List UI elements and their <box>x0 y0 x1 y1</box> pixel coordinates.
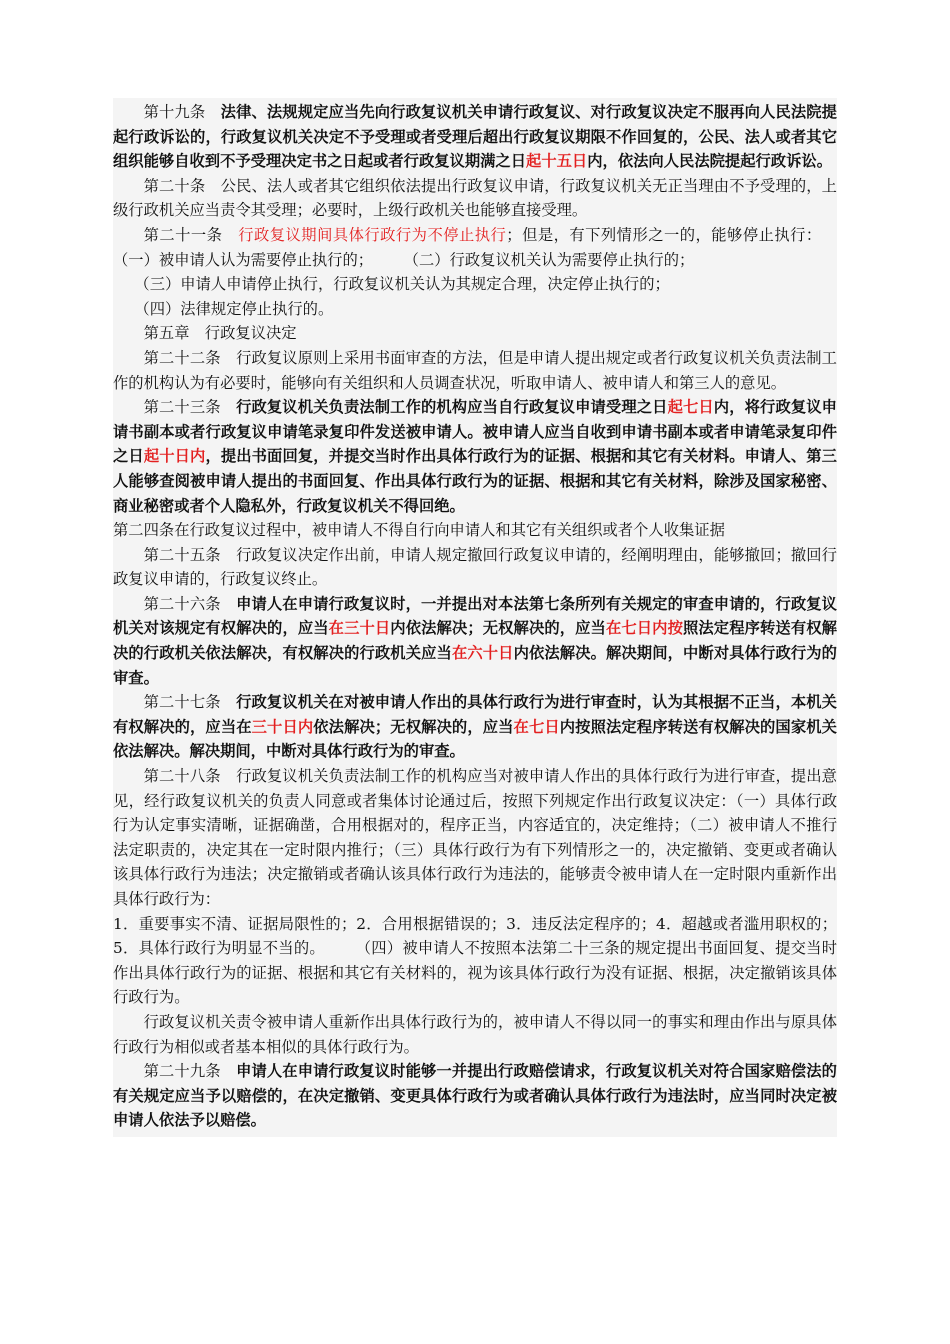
deadline-highlight: 起十五日 <box>526 152 588 171</box>
deadline-highlight: 在七日内按 <box>605 619 683 638</box>
article-number: 第二十五条 <box>143 545 221 564</box>
article-21 <box>113 223 837 272</box>
article-text: 内，依法向人民法院提起行政诉讼。 <box>587 152 832 171</box>
article-number: 第十九条 <box>143 103 206 121</box>
article-23 <box>113 395 837 518</box>
article-text: 申请人在申请行政复议时能够一并提出行政赔偿请求，行政复议机关对符合国家赔偿法的有关规定应当予以赔偿的，在决定撤销、变更具体行政行为或者确认具体行政行为违法时，应当同时决定被申请人依法予以赔偿。 <box>113 1062 837 1130</box>
article-text: 依法解决；无权解决的，应当 <box>313 717 514 736</box>
article-text: 照法定程序转送有权解决的行政机关依法解决，有权解决的行政机关应当 <box>113 619 837 663</box>
article-number: 第二十九条 <box>143 1062 221 1081</box>
article-25 <box>113 543 837 592</box>
article-number: 第二十六条 <box>143 594 221 613</box>
article-28-paragraph <box>113 1010 837 1059</box>
article-text: 公民、法人或者其它组织依法提出行政复议申请，行政复议机关无正当理由不予受理的，上级行政机关应当责令其受理；必要时，上级行政机关也能够直接受理。 <box>113 176 837 220</box>
article-text: 1．重要事实不清、证据局限性的；2．合用根据错误的；3．违反法定程序的；4．超越或者滥用职权的；5．具体行政行为明显不当的。 <box>113 914 837 958</box>
chapter-5-heading <box>113 321 837 346</box>
article-text: 行政复议机关责令被申请人重新作出具体行政行为的，被申请人不得以同一的事实和理由作出与原具体行政行为相似或者基本相似的具体行政行为。 <box>113 1012 837 1056</box>
deadline-highlight: 在七日 <box>513 717 560 736</box>
article-22 <box>113 346 837 395</box>
article-28-continued <box>113 912 837 1010</box>
article-text: 行政复议机关在对被申请人作出的具体行政行为进行审查时，认为其根据不正当，本机关有权解决的，应当在 <box>113 693 837 736</box>
article-number: 第二十三条 <box>143 398 221 417</box>
article-text: 申请人在申请行政复议时，一并提出对本法第七条所列有关规定的审查申请的，行政复议机关对该规定有权解决的，应当 <box>113 594 837 638</box>
article-text: 行政复议机关负责法制工作的机构应当自行政复议申请受理之日 <box>235 398 668 417</box>
list-item: （四）法律规定停止执行的。 <box>134 299 334 318</box>
article-text: 内依法解决；无权解决的，应当 <box>390 619 606 638</box>
list-item: （三）申请人申请停止执行，行政复议机关认为其规定合理，决定停止执行的； <box>134 275 670 294</box>
article-text: 行政复议机关负责法制工作的机构应当对被申请人作出的具体行政行为进行审查，提出意见，经行政复议机关的负责人同意或者集体讨论通过后，按照下列规定作出行政复议决定：（一）具体行政行为认定事实清晰，证据确凿，合用根据对的，程序正当，内容适宜的，决定维持；（二）被申请人不推行法定职责的，决定其在一定时限内推行；（三）具体行政行为有下列情形之一的，决定撤销、变更或者确认该具体行政行为违法；决定撤销或者确认该具体行政行为违法的，能够责令被申请人在一定时限内重新作出具体行政行为： <box>113 767 837 908</box>
rule-highlight: 行政复议期间具体行政行为不停止执行 <box>237 225 507 244</box>
article-number: 第二十条 <box>143 176 206 195</box>
article-text: ；但是，有下列情形之一的，能够停止执行： <box>506 225 822 244</box>
chapter-title: 行政复议决定 <box>204 324 297 343</box>
article-text: 内，将行政复议申请书副本或者行政复议申请笔录复印件发送被申请人。被申请人应当自收到申请书副本或者申请笔录复印件之日 <box>113 398 837 466</box>
deadline-highlight: 在六十日 <box>451 644 514 663</box>
article-27 <box>113 690 837 764</box>
article-24 <box>113 518 837 543</box>
article-text: 内按照法定程序转送有权解决的国家机关依法解决。解决期间，中断对具体行政行为的审查。 <box>113 717 837 761</box>
list-item: （一）被申请人认为需要停止执行的； <box>113 250 374 269</box>
article-number: 第二十八条 <box>143 767 221 786</box>
article-text: 行政复议原则上采用书面审查的方法，但是申请人提出规定或者行政复议机关负责法制工作的机构认为有必要时，能够向有关组织和人员调查状况，听取申请人、被申请人和第三人的意见。 <box>113 348 837 392</box>
article-20 <box>113 174 837 223</box>
article-text: 行政复议决定作出前，申请人规定撤回行政复议申请的，经阐明理由，能够撤回；撤回行政复议申请的，行政复议终止。 <box>113 545 837 589</box>
article-number: 第二十七条 <box>143 693 221 712</box>
article-number: 第二十一条 <box>143 225 223 244</box>
document-body <box>113 98 837 1137</box>
list-item: （二）行政复议机关认为需要停止执行的； <box>403 250 695 269</box>
deadline-highlight: 三十日内 <box>251 717 314 736</box>
article-26 <box>113 592 837 690</box>
article-text: （四）被申请人不按照本法第二十三条的规定提出书面回复、提交当时作出具体行政行为的证据、根据和其它有关材料的，视为该具体行政行为没有证据、根据，决定撤销该具体行政行为。 <box>113 939 837 1007</box>
article-text: ，提出书面回复，并提交当时作出具体行政行为的证据、根据和其它有关材料。申请人、第三人能够查阅被申请人提出的书面回复、作出具体行政行为的证据、根据和其它有关材料，除涉及国家秘密、商业秘密或者个人隐私外，行政复议机关不得回绝。 <box>113 447 837 515</box>
article-text: 法律、法规规定应当先向行政复议机关申请行政复议、对行政复议决定不服再向人民法院提起行政诉讼的，行政复议机关决定不予受理或者受理后超出行政复议期限不作回复的，公民、法人或者其它组织能够自收到不予受理决定书之日起或者行政复议期满之日 <box>113 103 837 171</box>
article-29 <box>113 1059 837 1133</box>
deadline-highlight: 起十日内 <box>143 447 206 466</box>
article-21-item-3 <box>113 272 837 297</box>
article-21-item-4 <box>113 297 837 322</box>
chapter-number: 第五章 <box>143 324 190 343</box>
article-19 <box>113 100 837 174</box>
article-28 <box>113 764 837 912</box>
deadline-highlight: 起七日 <box>667 398 714 417</box>
deadline-highlight: 在三十日 <box>328 619 391 638</box>
article-text: 内依法解决。解决期间，中断对具体行政行为的审查。 <box>113 644 837 687</box>
article-text: 第二四条在行政复议过程中，被申请人不得自行向申请人和其它有关组织或者个人收集证据 <box>113 521 725 540</box>
article-number: 第二十二条 <box>143 348 221 367</box>
